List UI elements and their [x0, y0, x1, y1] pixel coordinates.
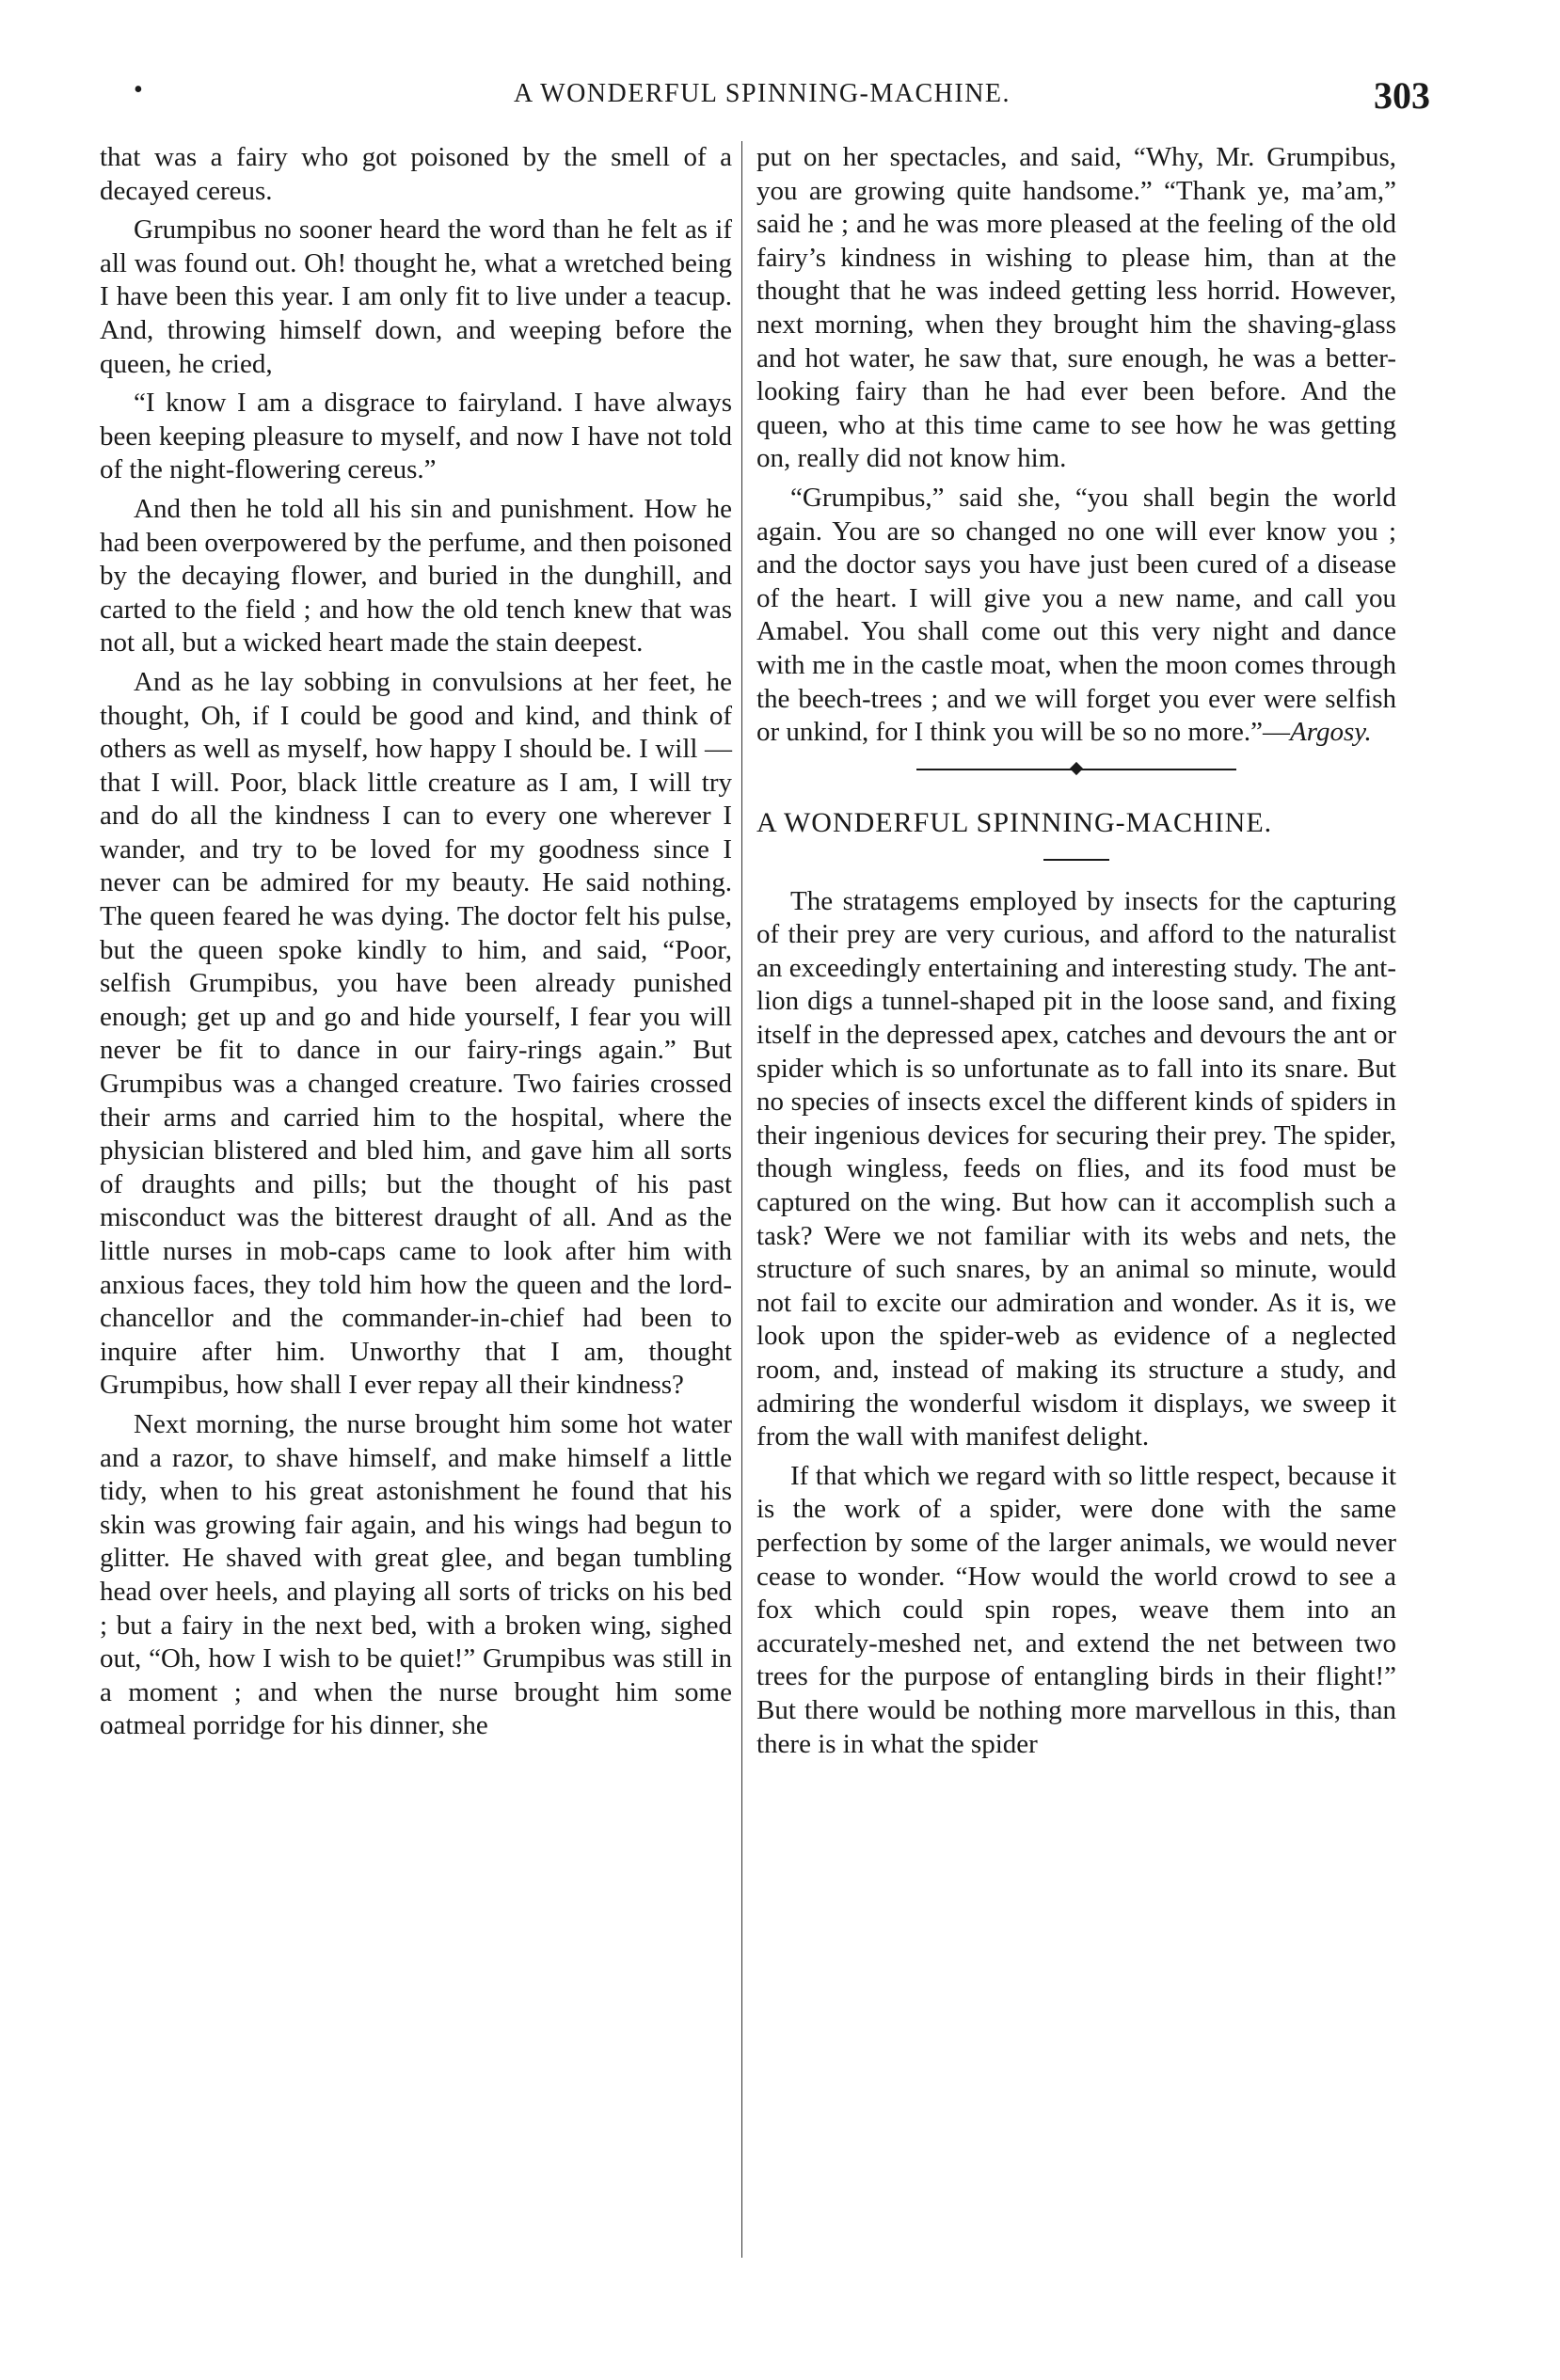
paragraph: put on her spectacles, and said, “Why, Mr. Grumpibus, you are growing quite handsome.” “Thank ye, ma’am,” said he ; and he was more pleased at the feeling of the old fairy’s kindness in wishing to please him, than at the thought that he was indeed getting less horrid. However, next morning, when they brought him the shaving-glass and hot water, he saw that, sure enough, he was a better-looking fairy than he had ever been before. And the queen, who at this time came to see how he was getting on, really did not know him. — [756, 142, 1396, 474]
title-rule — [1043, 859, 1109, 861]
article-title: A WONDERFUL SPINNING-MACHINE. — [756, 806, 1273, 838]
column-divider — [741, 141, 742, 2258]
paragraph-text: “Grumpibus,” said she, “you shall begin the world again. You are so changed no one will ever know you ; and the doctor says you have just been cured of a disease of the heart. I will give you a new name, and call you Amabel. You shall come out this very night and dance with me in the castle moat, when the moon comes through the beech-trees ; and we will forget you ever were selfish or unkind, for I think you will be so no more.”— — [756, 482, 1396, 748]
running-title: A WONDERFUL SPINNING-MACHINE. — [513, 79, 1011, 108]
right-column — [756, 141, 1396, 1767]
paragraph: Grumpibus no sooner heard the word than he felt as if all was found out. Oh! thought he, what a wretched being I have been this year. I am only fit to live under a teacup. And, throwing himself down, and weeping before the queen, he cried, — [100, 214, 732, 379]
paragraph: The stratagems employed by insects for the capturing of their prey are very curious, and afford to the naturalist an exceedingly entertaining and interesting study. The ant-lion digs a tunnel-shaped pit in the loose sand, and fixing itself in the depressed apex, catches and devours the ant or spider which is so unfortunate as to fall into its snare. But no species of insects excel the different kinds of spiders in their ingenious devices for securing their prey. The spider, though wingless, feeds on flies, and its food must be captured on the wing. But how can it accomplish such a task? Were we not familiar with its webs and nets, the structure of such snares, by an animal so minute, would not fail to excite our admiration and wonder. As it is, we look upon the spider-web as evidence of a neglected room, and, instead of making its structure a study, and admiring the wonderful wisdom it displays, we sweep it from the wall with manifest delight. — [756, 885, 1396, 1452]
page-header — [94, 71, 1430, 128]
paragraph: And as he lay sobbing in convulsions at her feet, he thought, Oh, if I could be good and kind, and think of others as well as myself, how happy I should be. I will —that I will. Poor, black little creature as I am, I will try and do all the kindness I can to every one wherever I wander, and try to be loved for my goodness since I never can be admired for my beauty. He said nothing. The queen feared he was dying. The doctor felt his pulse, but the queen spoke kindly to him, and said, “Poor, selfish Grumpibus, you have been already punished enough; get up and go and hide yourself, I fear you will never be fit to dance in our fairy-rings again.” But Grumpibus was a changed creature. Two fairies crossed their arms and carried him to the hospital, where the physician blistered and bled him, and gave him all sorts of draughts and pills; but the thought of his past misconduct was the bitterest draught of all. And as the little nurses in mob-caps came to look after him with anxious faces, they told him how the queen and the lord-chancellor and the commander-in-chief had been to inquire after him. Unworthy that I am, thought Grumpibus, how shall I ever repay all their kindness? — [100, 666, 732, 1401]
header-bullet: • — [134, 75, 143, 104]
paragraph: that was a fairy who got poisoned by the smell of a decayed cereus. — [100, 142, 732, 206]
paragraph: Next morning, the nurse brought him some hot water and a razor, to shave himself, and make himself a little tidy, when to his great astonishment he found that his skin was growing fair again, and his wings had begun to glitter. He shaved with great glee, and began tumbling head over heels, and playing all sorts of tricks on his bed ; but a fairy in the next bed, with a broken wing, sighed out, “Oh, how I wish to be quiet!” Grumpibus was still in a moment ; and when the nurse brought him some oatmeal porridge for his dinner, she — [100, 1408, 732, 1741]
left-column — [100, 141, 732, 1749]
paragraph: “I know I am a disgrace to fairyland. I have always been keeping pleasure to myself, and now I have not told of the night-flowering cereus.” — [100, 388, 732, 485]
page-number: 303 — [1374, 74, 1430, 117]
separator-ornament — [1070, 762, 1083, 775]
paragraph: And then he told all his sin and punishment. How he had been overpowered by the perfume, and then poisoned by the decaying flower, and buried in the dunghill, and carted to the field ; and how the old tench knew that was not all, but a wicked heart made the stain deepest. — [100, 493, 732, 658]
story-source: Argosy. — [1290, 717, 1372, 748]
section-separator — [756, 755, 1396, 784]
paragraph — [756, 482, 1396, 750]
paragraph: If that which we regard with so little respect, because it is the work of a spider, were done with the same perfection by some of the larger animals, we would never cease to wonder. “How would the world crowd to see a fox which could spin ropes, weave them into an accurately-meshed net, and extend the net between two trees for the purpose of entangling birds in their flight!” But there would be nothing more marvellous in this, than there is in what the spider — [756, 1460, 1396, 1759]
